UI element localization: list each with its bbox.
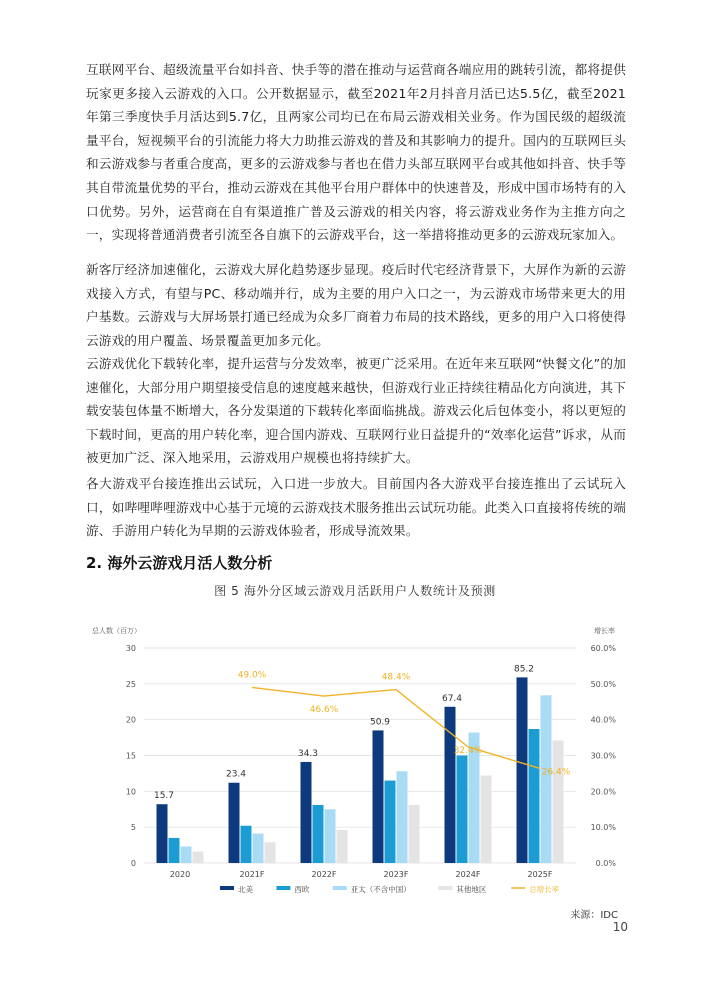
y2-tick-label: 0.0% — [595, 859, 616, 868]
total-label: 50.9 — [369, 717, 391, 728]
legend-label: 其他地区 — [456, 885, 487, 894]
bar — [517, 677, 528, 863]
section-title: 2. 海外云游戏月活人数分析 — [86, 554, 273, 572]
y-tick-label: 15 — [125, 751, 136, 761]
total-label: 85.2 — [513, 664, 535, 675]
legend-swatch — [276, 886, 290, 890]
total-label: 15.7 — [153, 791, 175, 802]
paragraph-3: 云游戏优化下载转化率，提升运营与分发效率，被更广泛采用。在近年来互联网“快餐文化”的加速催化，大部分用户期望接受信息的速度越来越快，但游戏行业正持续往精品化方向演进，其下载安装包体量不断增大，各分发渠道的下载转化率面临挑战。游戏云化后包体变小，将以更短的下载时间，更高的用户转化率，迎合国内游戏、互联网行业日益提升的“效率化运营”诉求，从而被更加广泛、深入地采用，云游戏用户规模也将持续扩大。 — [86, 356, 626, 466]
bar — [337, 830, 348, 863]
bar — [481, 776, 492, 863]
y2-tick-label: 20.0% — [590, 787, 616, 797]
bar — [253, 834, 264, 863]
y-tick-label: 30 — [125, 644, 136, 653]
bar — [169, 838, 180, 863]
total-label: 67.4 — [441, 693, 463, 704]
bar — [181, 847, 192, 863]
x-tick-label: 2025F — [527, 870, 553, 879]
y-tick-label: 25 — [125, 679, 136, 689]
bar — [553, 740, 564, 863]
y-tick-label: 5 — [130, 823, 136, 833]
bar — [193, 852, 204, 863]
y2-tick-label: 40.0% — [590, 715, 616, 725]
bar — [301, 762, 312, 863]
y-tick-label: 20 — [125, 715, 136, 725]
total-label: 23.4 — [225, 769, 247, 780]
bar — [229, 783, 240, 863]
legend-swatch — [220, 886, 234, 890]
total-label: 34.3 — [297, 748, 319, 759]
bar — [409, 805, 420, 863]
bar — [541, 695, 552, 863]
bar — [325, 809, 336, 863]
y2-tick-label: 50.0% — [590, 679, 616, 689]
bar — [157, 804, 168, 863]
bar — [265, 842, 276, 863]
bar — [313, 805, 324, 863]
paragraph-1: 互联网平台、超级流量平台如抖音、快手等的潜在推动与运营商各端应用的跳转引流，都将提供玩家更多接入云游戏的入口。公开数据显示，截至2021年2月抖音月活已达5.5亿，截至2021年第三季度快手月活达到5.7亿，且两家公司均已在布局云游戏相关业务。作为国民级的超级流量平台，短视频平台的引流能力将大力助推云游戏的普及和其影响力的提升。国内的互联网巨头和云游戏参与者重合度高，更多的云游戏参与者也在借力头部互联网平台或其他如抖音、快手等其自带流量优势的平台，推动云游戏在其他平台用户群体中的快速普及，形成中国市场特有的入口优势。另外，运营商在自有渠道推广普及云游戏的相关内容，将云游戏业务作为主推方向之一，实现将普通消费者引流至各自旗下的云游戏平台，这一举措将推动更多的云游戏玩家加入。 — [86, 62, 626, 243]
bar — [385, 781, 396, 863]
legend-swatch — [333, 886, 347, 890]
page-number: 10 — [612, 920, 628, 934]
bar — [241, 826, 252, 863]
growth-label: 48.4% — [381, 672, 411, 683]
x-tick-label: 2022F — [311, 870, 337, 879]
legend-label: 亚太（不含中国） — [350, 885, 411, 894]
x-tick-label: 2021F — [239, 870, 265, 879]
bar — [397, 771, 408, 863]
bar — [373, 730, 384, 863]
x-tick-label: 2020 — [169, 870, 191, 879]
legend-label: 总增长率 — [529, 885, 560, 894]
growth-label: 46.6% — [309, 705, 339, 716]
growth-label: 26.4% — [541, 767, 571, 778]
x-tick-label: 2023F — [383, 870, 409, 879]
legend-label: 西欧 — [294, 885, 310, 894]
growth-line — [252, 687, 540, 768]
x-tick-label: 2024F — [455, 870, 481, 879]
bar — [529, 729, 540, 863]
y-axis-title: 总人数（百万） — [92, 627, 141, 635]
y2-axis-title: 增长率 — [594, 627, 615, 635]
source-note: 来源：IDC — [570, 910, 618, 921]
growth-label: 32.4% — [453, 745, 483, 756]
y2-tick-label: 60.0% — [590, 644, 616, 653]
legend-label: 北美 — [238, 885, 253, 894]
growth-label: 49.0% — [237, 670, 267, 681]
y2-tick-label: 30.0% — [590, 751, 616, 761]
y-tick-label: 0 — [130, 859, 136, 868]
mau-bar-chart — [80, 618, 632, 902]
y2-tick-label: 10.0% — [590, 823, 616, 833]
bar — [457, 756, 468, 864]
paragraph-2: 新客厅经济加速催化，云游戏大屏化趋势逐步显现。疫后时代宅经济背景下，大屏作为新的云游戏接入方式，有望与PC、移动端并行，成为主要的用户入口之一，为云游戏市场带来更大的用户基数。云游戏与大屏场景打通已经成为众多厂商着力布局的技术路线，更多的用户入口将使得云游戏的用户覆盖、场景覆盖更加多元化。 — [86, 262, 626, 348]
y-tick-label: 10 — [125, 787, 136, 797]
paragraph-4: 各大游戏平台接连推出云试玩，入口进一步放大。目前国内各大游戏平台接连推出了云试玩入口，如哔哩哔哩游戏中心基于元境的云游戏技术服务推出云试玩功能。此类入口直接将传统的端游、手游用户转化为早期的云游戏体验者，形成导流效果。 — [86, 476, 626, 539]
legend-swatch — [438, 886, 452, 890]
figure-title: 图 5 海外分区域云游戏月活跃用户人数统计及预测 — [214, 584, 496, 598]
